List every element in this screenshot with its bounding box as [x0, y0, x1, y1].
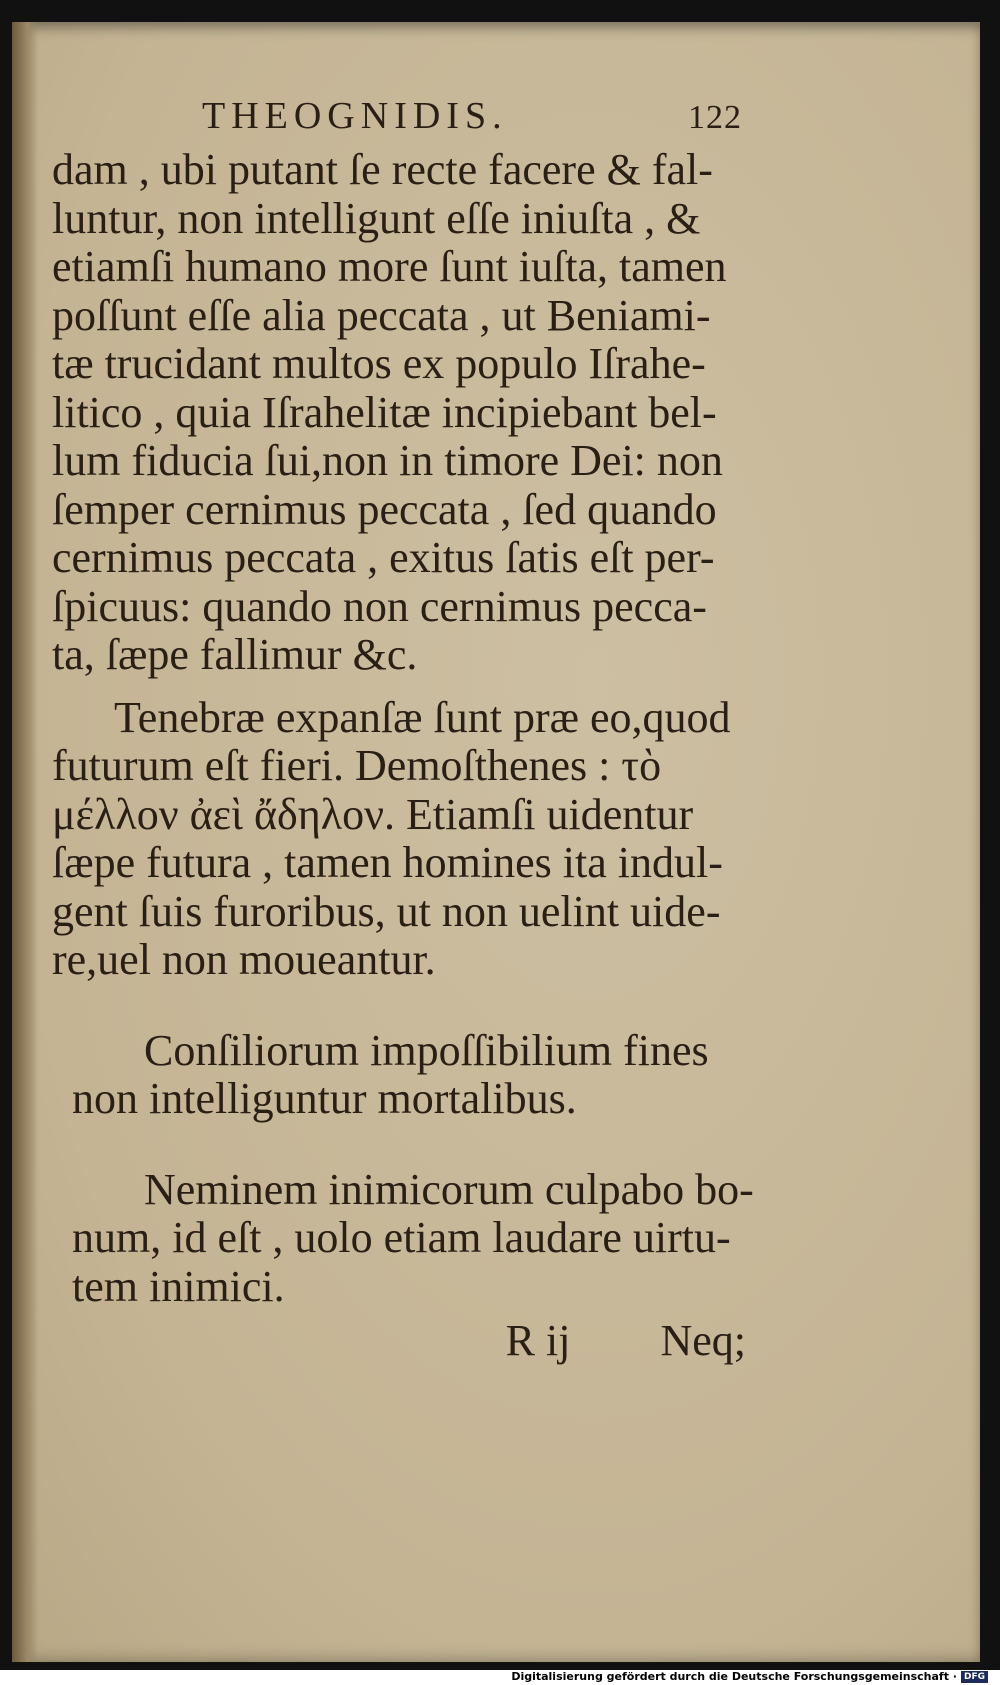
text-line: futurum eſt fieri. Demoſthenes : τὸ — [52, 741, 662, 790]
text-line: gent ſuis furoribus, ut non uelint uide- — [52, 886, 721, 936]
paragraph-1 — [52, 146, 752, 680]
lemma-line: Neminem inimicorum culpabo bo- — [144, 1164, 754, 1214]
text-line: litico , quia Iſrahelitæ incipiebant bel- — [52, 387, 717, 437]
text-line: re,uel non moueantur. — [52, 935, 436, 984]
folio-number: 122 — [688, 99, 742, 136]
lemma-line: tem inimici. — [72, 1261, 285, 1311]
signature-mark: R ij — [505, 1316, 571, 1365]
credit-text: Digitalisierung gefördert durch die Deutsche Forschungsgemeinschaft · — [511, 1670, 957, 1683]
text-line: lum fiducia ſui,non in timore Dei: non — [52, 436, 723, 485]
catchword: Neq; — [660, 1316, 746, 1365]
text-line: ſemper cernimus peccata , ſed quando — [52, 484, 717, 534]
text-line: tæ trucidant multos ex populo Iſrahe- — [52, 339, 706, 388]
text-line: ſæpe futura , tamen homines ita indul- — [52, 838, 723, 887]
text-line: μέλλον ἀεὶ ἄδηλον. Etiamſi uidentur — [52, 789, 694, 839]
lemma-line: non intelliguntur mortalibus. — [72, 1074, 577, 1123]
text-line: ſpicuus: quando non cernimus pecca- — [52, 581, 707, 631]
text-line: dam , ubi putant ſe recte facere & fal- — [52, 145, 713, 194]
running-header — [202, 94, 742, 138]
text-line: ta, ſæpe fallimur &c. — [52, 630, 418, 679]
dfg-logo-icon: DFG — [961, 1671, 988, 1683]
lemma-line: Conſiliorum impoſſibilium fines — [144, 1025, 709, 1075]
running-title: THEOGNIDIS. — [202, 95, 508, 137]
text-line: Tenebræ expanſæ ſunt præ eo,quod — [114, 692, 731, 742]
text-line: cernimus peccata , exitus ſatis eſt per- — [52, 533, 715, 582]
book-page — [12, 22, 980, 1662]
page-spine-shadow — [12, 22, 38, 1662]
lemma-2 — [52, 1166, 752, 1312]
lemma-line: num, id eſt , uolo etiam laudare uirtu- — [72, 1213, 731, 1262]
paragraph-2 — [52, 694, 752, 985]
page-footer — [52, 1311, 752, 1371]
text-line: etiamſi humano more ſunt iuſta, tamen — [52, 242, 727, 291]
text-block — [52, 94, 752, 1371]
lemma-1 — [52, 1027, 752, 1124]
digitization-credit — [511, 1670, 988, 1683]
text-line: poſſunt eſſe alia peccata , ut Beniami- — [52, 290, 711, 340]
text-line: luntur, non intelligunt eſſe iniuſta , & — [52, 193, 701, 243]
